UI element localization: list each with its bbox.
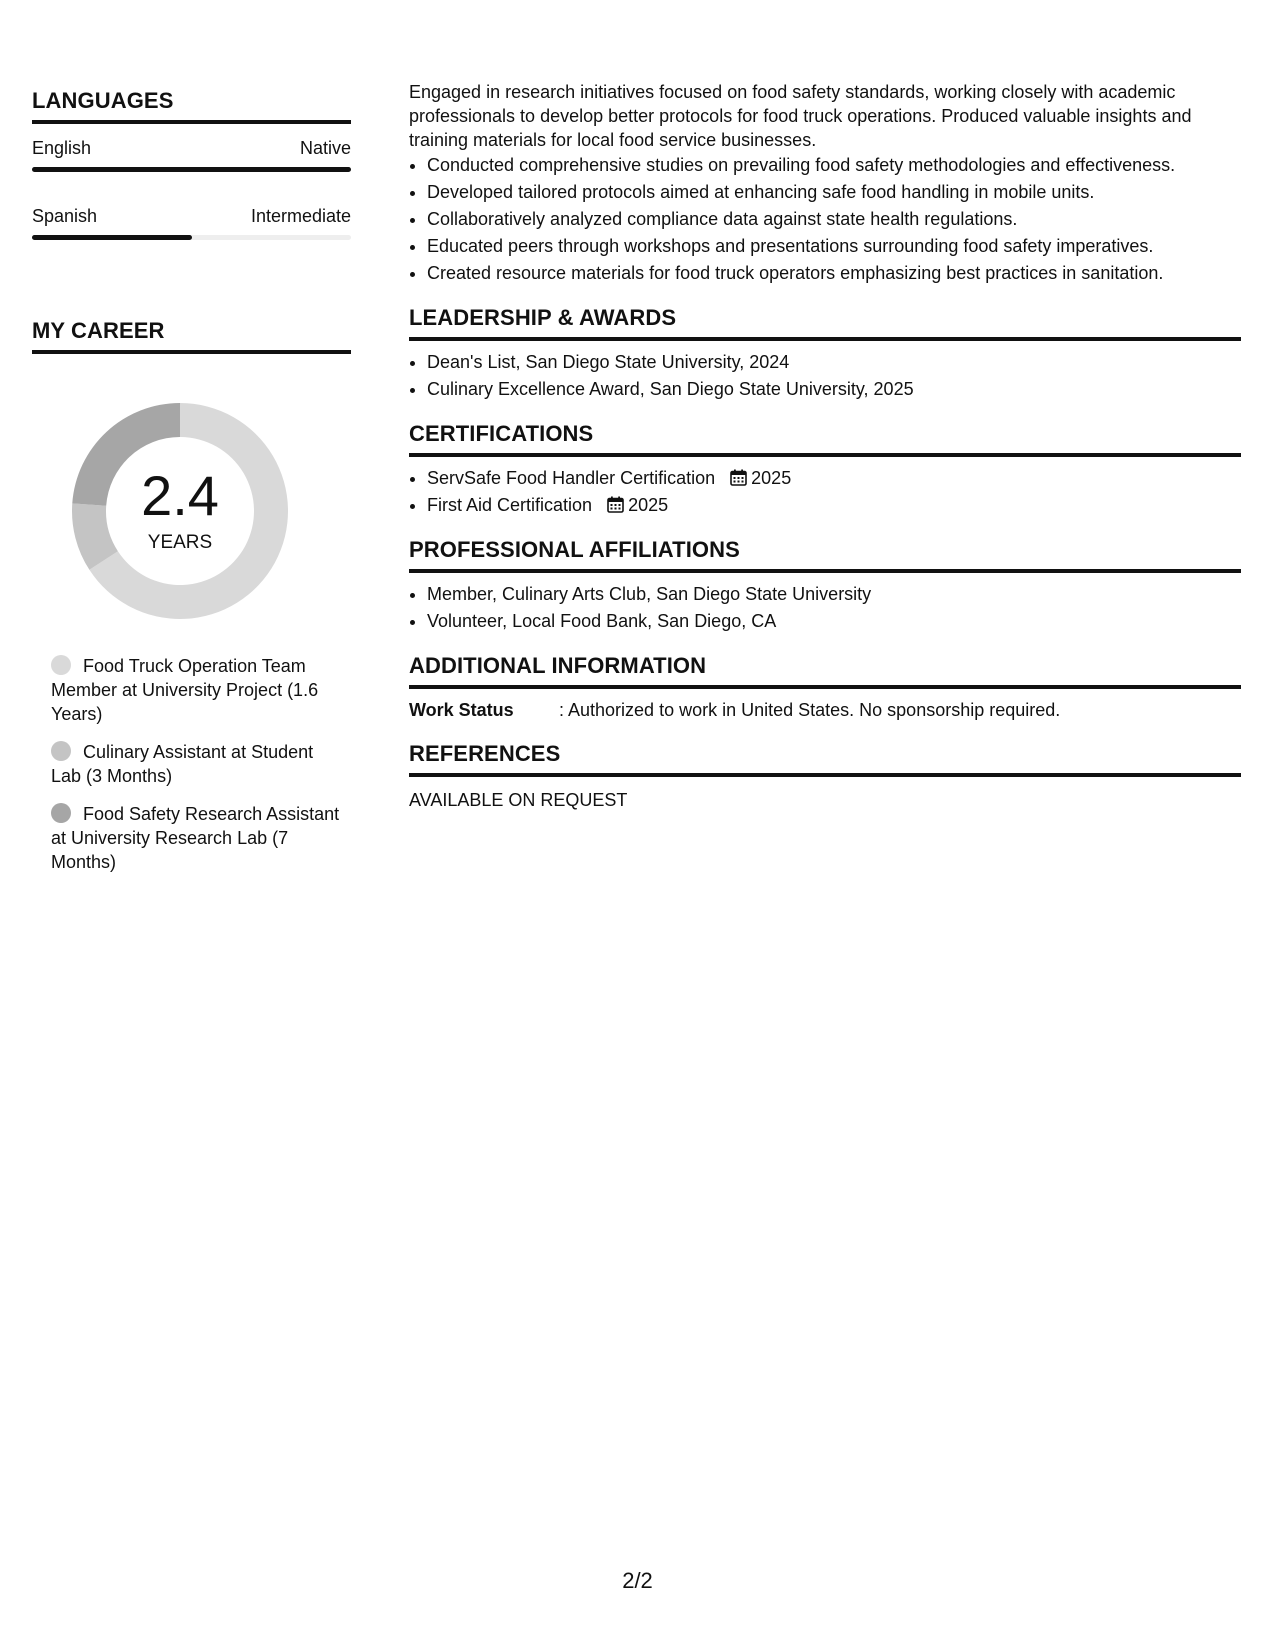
legend-dot xyxy=(51,741,71,761)
affiliations-section xyxy=(409,537,1241,635)
language-proficiency-bar xyxy=(32,167,351,172)
legend-label: Culinary Assistant at Student Lab (3 Months) xyxy=(51,742,314,786)
certification-name: First Aid Certification xyxy=(427,495,593,515)
legend-label: Food Truck Operation Team Member at University Project (1.6 Years) xyxy=(51,656,319,724)
career-title: MY CAREER xyxy=(32,318,351,354)
experience-section xyxy=(409,80,1241,287)
career-legend-item xyxy=(51,654,341,726)
experience-intro: Engaged in research initiatives focused on food safety standards, working closely with academic professionals to develop better protocols for food truck operations. Produced valuable insights and training materials for local food service businesses. xyxy=(409,82,1192,150)
career-legend xyxy=(51,654,341,874)
legend-label: Food Safety Research Assistant at University Research Lab (7 Months) xyxy=(51,804,340,872)
additional-info-section xyxy=(409,653,1241,723)
list-item: • Educated peers through workshops and presentations surrounding food safety imperatives. xyxy=(427,233,1241,260)
list-item: • Conducted comprehensive studies on prevailing food safety methodologies and effectiveness. xyxy=(427,152,1241,179)
page-number: 2/2 xyxy=(622,1568,653,1593)
list-item: • Developed tailored protocols aimed at enhancing safe food handling in mobile units. xyxy=(427,179,1241,206)
languages-section xyxy=(32,88,351,240)
work-status-value: : Authorized to work in United States. No sponsorship required. xyxy=(559,700,1061,720)
list-item: • Dean's List, San Diego State University, 2024 xyxy=(427,349,1241,376)
left-column xyxy=(32,88,351,888)
career-total-unit: YEARS xyxy=(147,532,213,553)
language-name: English xyxy=(32,138,92,158)
certification-year: 2025 xyxy=(628,495,669,515)
certifications-section xyxy=(409,421,1241,519)
language-item xyxy=(32,138,351,172)
certification-name: ServSafe Food Handler Certification xyxy=(427,468,716,488)
donut-center xyxy=(65,396,295,626)
language-proficiency-bar xyxy=(32,235,351,240)
language-name: Spanish xyxy=(32,206,98,226)
references-title: REFERENCES xyxy=(409,741,1241,777)
list-item xyxy=(427,492,1241,519)
career-donut-chart xyxy=(65,396,295,626)
list-item xyxy=(427,465,1241,492)
affiliations-title: PROFESSIONAL AFFILIATIONS xyxy=(409,537,1241,573)
leadership-title: LEADERSHIP & AWARDS xyxy=(409,305,1241,341)
list-item: • Culinary Excellence Award, San Diego State University, 2025 xyxy=(427,376,1241,403)
leadership-section xyxy=(409,305,1241,403)
legend-dot xyxy=(51,803,71,823)
list-item: • Member, Culinary Arts Club, San Diego State University xyxy=(427,581,1241,608)
language-level: Intermediate xyxy=(250,206,351,226)
work-status-row xyxy=(409,697,1241,723)
experience-bullets xyxy=(409,152,1241,287)
certification-year: 2025 xyxy=(751,468,792,488)
work-status-label: Work Status xyxy=(409,700,514,720)
languages-title: LANGUAGES xyxy=(32,88,351,124)
career-legend-item xyxy=(51,802,341,874)
calendar-icon xyxy=(607,496,624,513)
list-item: • Volunteer, Local Food Bank, San Diego, CA xyxy=(427,608,1241,635)
references-text: AVAILABLE ON REQUEST xyxy=(409,790,628,810)
language-proficiency-fill xyxy=(32,235,192,240)
language-proficiency-fill xyxy=(32,167,351,172)
list-item: • Collaboratively analyzed compliance data against state health regulations. xyxy=(427,206,1241,233)
language-item xyxy=(32,206,351,240)
career-legend-item xyxy=(51,740,341,788)
list-item: • Created resource materials for food truck operators emphasizing best practices in sanitation. xyxy=(427,260,1241,287)
right-column xyxy=(409,80,1241,813)
references-section xyxy=(409,741,1241,813)
certifications-title: CERTIFICATIONS xyxy=(409,421,1241,457)
career-section xyxy=(32,318,351,874)
calendar-icon xyxy=(730,469,747,486)
legend-dot xyxy=(51,655,71,675)
career-total-years: 2.4 xyxy=(141,464,219,527)
additional-info-title: ADDITIONAL INFORMATION xyxy=(409,653,1241,689)
language-level: Native xyxy=(299,138,351,158)
